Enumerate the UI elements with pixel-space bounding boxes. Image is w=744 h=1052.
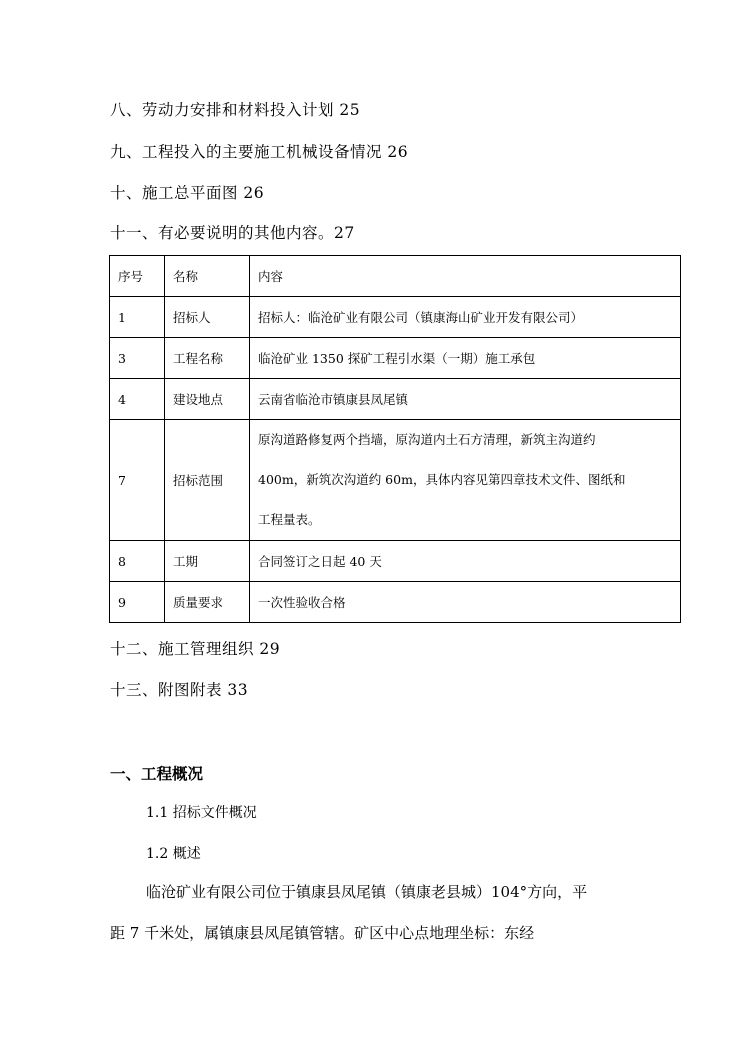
row-no: 9 [110, 582, 165, 623]
table-row [110, 379, 681, 420]
toc-item-11: 十一、有必要说明的其他内容。27 [110, 224, 355, 242]
row-name: 招标范围 [165, 420, 250, 541]
subsection-1-2: 1.2 概述 [146, 846, 201, 862]
row-content: 合同签订之日起 40 天 [250, 541, 681, 582]
content-line: 工程量表。 [258, 512, 321, 527]
table-header-row [110, 256, 681, 297]
row-content [250, 420, 681, 541]
row-content: 一次性验收合格 [250, 582, 681, 623]
row-content: 临沧矿业 1350 探矿工程引水渠（一期）施工承包 [250, 338, 681, 379]
bid-info-table [109, 255, 681, 623]
content-line: 原沟道路修复两个挡墙，原沟道内土石方清理，新筑主沟道约 [258, 432, 596, 447]
row-name: 工程名称 [165, 338, 250, 379]
row-no: 8 [110, 541, 165, 582]
table-row [110, 541, 681, 582]
toc-item-8: 八、劳动力安排和材料投入计划 25 [110, 101, 361, 119]
toc-item-12: 十二、施工管理组织 29 [110, 640, 281, 658]
row-no: 4 [110, 379, 165, 420]
row-content: 云南省临沧市镇康县凤尾镇 [250, 379, 681, 420]
paragraph-line-2: 距 7 千米处，属镇康县凤尾镇管辖。矿区中心点地理坐标：东经 [110, 924, 535, 942]
toc-item-9: 九、工程投入的主要施工机械设备情况 26 [110, 143, 409, 161]
toc-item-13: 十三、附图附表 33 [110, 681, 249, 699]
row-no: 7 [110, 420, 165, 541]
row-name: 质量要求 [165, 582, 250, 623]
table-row [110, 338, 681, 379]
row-name: 招标人 [165, 297, 250, 338]
row-content: 招标人：临沧矿业有限公司（镇康海山矿业开发有限公司） [250, 297, 681, 338]
subsection-1-1: 1.1 招标文件概况 [146, 805, 257, 821]
content-line: 400m，新筑次沟道约 60m，具体内容见第四章技术文件、图纸和 [258, 472, 626, 487]
header-cell-no: 序号 [110, 256, 165, 297]
table-row [110, 420, 681, 541]
table-row [110, 582, 681, 623]
header-cell-content: 内容 [250, 256, 681, 297]
section-title: 一、工程概况 [110, 764, 204, 783]
row-name: 建设地点 [165, 379, 250, 420]
table-row [110, 297, 681, 338]
paragraph-line-1: 临沧矿业有限公司位于镇康县凤尾镇（镇康老县城）104°方向，平 [146, 883, 588, 901]
row-no: 1 [110, 297, 165, 338]
header-cell-name: 名称 [165, 256, 250, 297]
row-name: 工期 [165, 541, 250, 582]
toc-item-10: 十、施工总平面图 26 [110, 184, 265, 202]
row-no: 3 [110, 338, 165, 379]
